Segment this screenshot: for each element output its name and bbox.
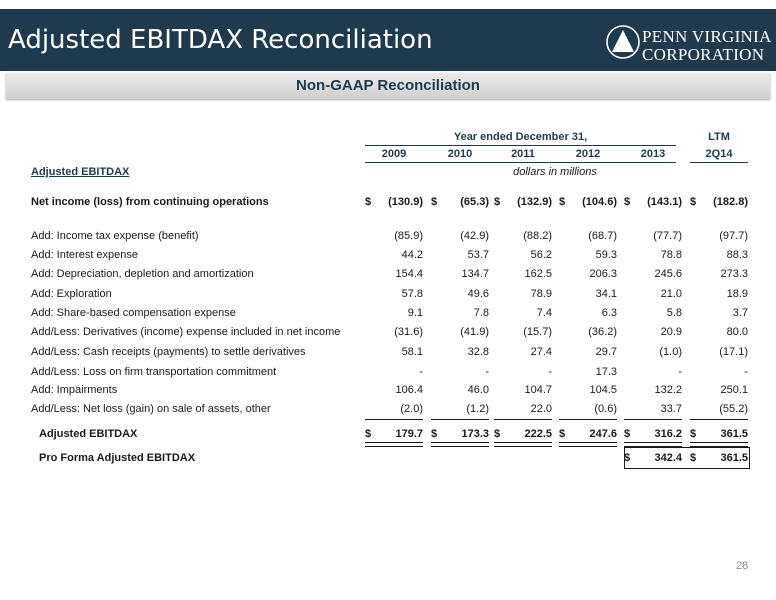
year-rule bbox=[365, 162, 676, 163]
table-cell bbox=[431, 326, 489, 340]
ltm-period-header: 2Q14 bbox=[705, 148, 733, 160]
row-label: Add: Interest expense bbox=[31, 249, 139, 261]
triangle-logo-icon bbox=[606, 25, 640, 59]
section-label: Adjusted EBITDAX bbox=[31, 166, 130, 178]
ltm-header: LTM bbox=[708, 131, 730, 143]
table-cell bbox=[624, 366, 682, 380]
underline bbox=[431, 419, 489, 420]
cell-value: 32.8 bbox=[467, 346, 489, 358]
cell-value: 22.0 bbox=[530, 403, 552, 415]
currency-symbol: $ bbox=[690, 428, 697, 440]
cell-value: (65.3) bbox=[460, 196, 489, 208]
underline bbox=[365, 419, 423, 420]
cell-value: 104.7 bbox=[524, 384, 552, 396]
company-logo bbox=[606, 25, 776, 69]
row-label: Add: Depreciation, depletion and amortization bbox=[31, 268, 254, 280]
cell-value: 17.3 bbox=[595, 366, 617, 378]
cell-value: 78.9 bbox=[530, 288, 552, 300]
cell-value: 44.2 bbox=[401, 249, 423, 261]
table-cell bbox=[494, 384, 552, 398]
row-label: Add: Exploration bbox=[31, 288, 112, 300]
table-row bbox=[0, 384, 776, 398]
table-row bbox=[0, 326, 776, 340]
table-cell bbox=[624, 346, 682, 360]
total-row bbox=[0, 428, 776, 442]
table-cell bbox=[365, 230, 423, 244]
header-rule bbox=[365, 145, 676, 146]
table-cell bbox=[431, 196, 489, 210]
table-row bbox=[0, 307, 776, 321]
cell-value: - bbox=[548, 366, 552, 378]
table-row bbox=[0, 196, 776, 210]
table-cell bbox=[559, 384, 617, 398]
cell-value: (132.9) bbox=[517, 196, 552, 208]
table-cell bbox=[365, 366, 423, 380]
cell-value: (143.1) bbox=[647, 196, 682, 208]
table-cell bbox=[559, 230, 617, 244]
subtitle: Non-GAAP Reconciliation bbox=[296, 77, 480, 94]
table-row bbox=[0, 403, 776, 417]
table-cell bbox=[559, 326, 617, 340]
table-cell bbox=[431, 288, 489, 302]
table-cell bbox=[494, 326, 552, 340]
table-cell bbox=[624, 384, 682, 398]
cell-value: 245.6 bbox=[654, 268, 682, 280]
table-cell bbox=[559, 249, 617, 263]
cell-value: 132.2 bbox=[654, 384, 682, 396]
table-cell bbox=[624, 326, 682, 340]
table-cell bbox=[690, 384, 748, 398]
cell-value: 29.7 bbox=[595, 346, 617, 358]
cell-value: 21.0 bbox=[660, 288, 682, 300]
table-cell bbox=[559, 403, 617, 417]
subtitle-bar bbox=[6, 73, 770, 99]
cell-value: (85.9) bbox=[394, 230, 423, 242]
table-cell bbox=[431, 268, 489, 282]
cell-value: 5.8 bbox=[666, 307, 682, 319]
cell-value: 9.1 bbox=[407, 307, 423, 319]
table-cell bbox=[365, 288, 423, 302]
currency-symbol: $ bbox=[624, 452, 631, 464]
currency-symbol: $ bbox=[559, 428, 566, 440]
table-cell bbox=[431, 384, 489, 398]
table-cell bbox=[494, 346, 552, 360]
table-cell bbox=[624, 307, 682, 321]
cell-value: (104.6) bbox=[582, 196, 617, 208]
cell-value: 34.1 bbox=[595, 288, 617, 300]
cell-value: 57.8 bbox=[401, 288, 423, 300]
year-header-2012: 2012 bbox=[575, 148, 601, 160]
table-cell bbox=[365, 307, 423, 321]
table-cell bbox=[494, 268, 552, 282]
cell-value: (55.2) bbox=[719, 403, 748, 415]
underline bbox=[559, 419, 617, 420]
year-header-2011: 2011 bbox=[511, 148, 535, 160]
table-cell bbox=[690, 196, 748, 210]
table-cell bbox=[431, 366, 489, 380]
cell-value: (1.2) bbox=[466, 403, 489, 415]
table-cell bbox=[690, 288, 748, 302]
currency-symbol: $ bbox=[494, 428, 501, 440]
currency-symbol: $ bbox=[690, 196, 697, 208]
row-label: Net income (loss) from continuing operations bbox=[31, 196, 269, 208]
row-label: Add/Less: Cash receipts (payments) to settle derivatives bbox=[31, 346, 306, 358]
cell-value: 273.3 bbox=[720, 268, 748, 280]
table-cell bbox=[559, 428, 617, 442]
cell-value: - bbox=[678, 366, 682, 378]
double-underline bbox=[365, 442, 423, 447]
cell-value: (97.7) bbox=[719, 230, 748, 242]
double-underline bbox=[431, 442, 489, 447]
currency-symbol: $ bbox=[365, 196, 372, 208]
cell-value: 162.5 bbox=[524, 268, 552, 280]
total-label: Adjusted EBITDAX bbox=[39, 428, 138, 440]
table-cell bbox=[624, 288, 682, 302]
table-cell bbox=[624, 196, 682, 210]
units-label: dollars in millions bbox=[513, 166, 597, 178]
table-cell bbox=[690, 307, 748, 321]
cell-value: 104.5 bbox=[589, 384, 617, 396]
table-row bbox=[0, 288, 776, 302]
currency-symbol: $ bbox=[431, 428, 438, 440]
pro-forma-label: Pro Forma Adjusted EBITDAX bbox=[39, 452, 196, 464]
table-row bbox=[0, 268, 776, 282]
table-cell bbox=[431, 346, 489, 360]
cell-value: 179.7 bbox=[395, 428, 423, 440]
slide-title: Adjusted EBITDAX Reconciliation bbox=[8, 25, 433, 55]
table-cell bbox=[690, 249, 748, 263]
logo-text-line1: PENN VIRGINIA bbox=[642, 27, 772, 46]
cell-value: (88.2) bbox=[523, 230, 552, 242]
double-underline bbox=[494, 442, 552, 447]
year-header-2013: 2013 bbox=[640, 148, 666, 160]
table-cell bbox=[624, 268, 682, 282]
cell-value: (15.7) bbox=[523, 326, 552, 338]
year-header-2009: 2009 bbox=[381, 148, 407, 160]
table-cell bbox=[494, 403, 552, 417]
table-cell bbox=[494, 366, 552, 380]
cell-value: 59.3 bbox=[595, 249, 617, 261]
cell-value: 361.5 bbox=[720, 452, 748, 464]
row-label: Add: Income tax expense (benefit) bbox=[31, 230, 199, 242]
row-label: Add/Less: Net loss (gain) on sale of assets, other bbox=[31, 403, 271, 415]
cell-value: 173.3 bbox=[461, 428, 489, 440]
table-cell bbox=[624, 230, 682, 244]
cell-value: 316.2 bbox=[654, 428, 682, 440]
cell-value: (1.0) bbox=[659, 346, 682, 358]
currency-symbol: $ bbox=[624, 428, 631, 440]
table-cell bbox=[559, 307, 617, 321]
double-underline bbox=[559, 442, 617, 447]
cell-value: (41.9) bbox=[460, 326, 489, 338]
table-cell bbox=[494, 230, 552, 244]
table-cell bbox=[494, 307, 552, 321]
currency-symbol: $ bbox=[431, 196, 438, 208]
cell-value: (77.7) bbox=[653, 230, 682, 242]
table-cell bbox=[365, 428, 423, 442]
cell-value: 80.0 bbox=[726, 326, 748, 338]
table-cell bbox=[690, 326, 748, 340]
table-cell bbox=[365, 326, 423, 340]
cell-value: 27.4 bbox=[530, 346, 552, 358]
year-group-header: Year ended December 31, bbox=[453, 131, 588, 143]
cell-value: 222.5 bbox=[524, 428, 552, 440]
cell-value: 106.4 bbox=[395, 384, 423, 396]
currency-symbol: $ bbox=[690, 452, 697, 464]
cell-value: (130.9) bbox=[388, 196, 423, 208]
table-cell bbox=[690, 346, 748, 360]
table-cell bbox=[365, 196, 423, 210]
table-cell bbox=[494, 428, 552, 442]
cell-value: 33.7 bbox=[660, 403, 682, 415]
currency-symbol: $ bbox=[559, 196, 566, 208]
cell-value: 56.2 bbox=[530, 249, 552, 261]
cell-value: - bbox=[744, 366, 748, 378]
cell-value: (31.6) bbox=[394, 326, 423, 338]
table-cell bbox=[365, 346, 423, 360]
currency-symbol: $ bbox=[365, 428, 372, 440]
table-cell bbox=[559, 366, 617, 380]
table-row bbox=[0, 230, 776, 244]
table-cell bbox=[690, 268, 748, 282]
cell-value: - bbox=[419, 366, 423, 378]
currency-symbol: $ bbox=[624, 196, 631, 208]
underline bbox=[690, 419, 748, 420]
cell-value: (182.8) bbox=[713, 196, 748, 208]
row-label: Add/Less: Loss on firm transportation commitment bbox=[31, 366, 277, 378]
cell-value: (0.6) bbox=[594, 403, 617, 415]
year-header-2010: 2010 bbox=[447, 148, 473, 160]
table-cell bbox=[624, 403, 682, 417]
table-cell bbox=[431, 428, 489, 442]
cell-value: 6.3 bbox=[601, 307, 617, 319]
cell-value: 7.8 bbox=[473, 307, 489, 319]
table-cell bbox=[690, 366, 748, 380]
cell-value: 49.6 bbox=[467, 288, 489, 300]
table-row bbox=[0, 346, 776, 360]
cell-value: 53.7 bbox=[467, 249, 489, 261]
table-cell bbox=[559, 288, 617, 302]
table-cell bbox=[559, 268, 617, 282]
pro-forma-box bbox=[624, 447, 750, 469]
cell-value: 46.0 bbox=[467, 384, 489, 396]
cell-value: 206.3 bbox=[589, 268, 617, 280]
cell-value: 78.8 bbox=[660, 249, 682, 261]
table-cell bbox=[624, 249, 682, 263]
table-cell bbox=[494, 288, 552, 302]
table-cell bbox=[431, 249, 489, 263]
cell-value: 342.4 bbox=[654, 452, 682, 464]
table-cell bbox=[365, 384, 423, 398]
cell-value: (42.9) bbox=[460, 230, 489, 242]
cell-value: - bbox=[485, 366, 489, 378]
cell-value: 20.9 bbox=[660, 326, 682, 338]
logo-text-line2: CORPORATION bbox=[642, 45, 765, 64]
table-cell bbox=[690, 403, 748, 417]
table-cell bbox=[431, 403, 489, 417]
table-row bbox=[0, 366, 776, 380]
cell-value: 361.5 bbox=[720, 428, 748, 440]
table-row bbox=[0, 249, 776, 263]
table-cell bbox=[365, 268, 423, 282]
cell-value: 3.7 bbox=[732, 307, 748, 319]
cell-value: 58.1 bbox=[401, 346, 423, 358]
cell-value: 7.4 bbox=[536, 307, 552, 319]
table-cell bbox=[365, 249, 423, 263]
page-number: 28 bbox=[736, 560, 749, 572]
row-label: Add: Impairments bbox=[31, 384, 118, 396]
cell-value: 18.9 bbox=[726, 288, 748, 300]
cell-value: (17.1) bbox=[719, 346, 748, 358]
cell-value: 88.3 bbox=[726, 249, 748, 261]
table-cell bbox=[494, 196, 552, 210]
table-cell bbox=[624, 428, 682, 442]
table-cell bbox=[690, 428, 748, 442]
table-cell bbox=[559, 346, 617, 360]
cell-value: (2.0) bbox=[400, 403, 423, 415]
cell-value: (68.7) bbox=[588, 230, 617, 242]
row-label: Add: Share-based compensation expense bbox=[31, 307, 236, 319]
table-cell bbox=[690, 230, 748, 244]
cell-value: 134.7 bbox=[461, 268, 489, 280]
cell-value: (36.2) bbox=[588, 326, 617, 338]
row-label: Add/Less: Derivatives (income) expense included in net income bbox=[31, 326, 341, 338]
table-cell bbox=[559, 196, 617, 210]
cell-value: 247.6 bbox=[589, 428, 617, 440]
table-cell bbox=[365, 403, 423, 417]
underline bbox=[624, 419, 682, 420]
cell-value: 154.4 bbox=[395, 268, 423, 280]
underline bbox=[494, 419, 552, 420]
ltm-header-rule bbox=[690, 162, 748, 163]
table-cell bbox=[431, 307, 489, 321]
title-bar bbox=[0, 9, 776, 71]
table-cell bbox=[494, 249, 552, 263]
table-cell bbox=[431, 230, 489, 244]
currency-symbol: $ bbox=[494, 196, 501, 208]
cell-value: 250.1 bbox=[720, 384, 748, 396]
